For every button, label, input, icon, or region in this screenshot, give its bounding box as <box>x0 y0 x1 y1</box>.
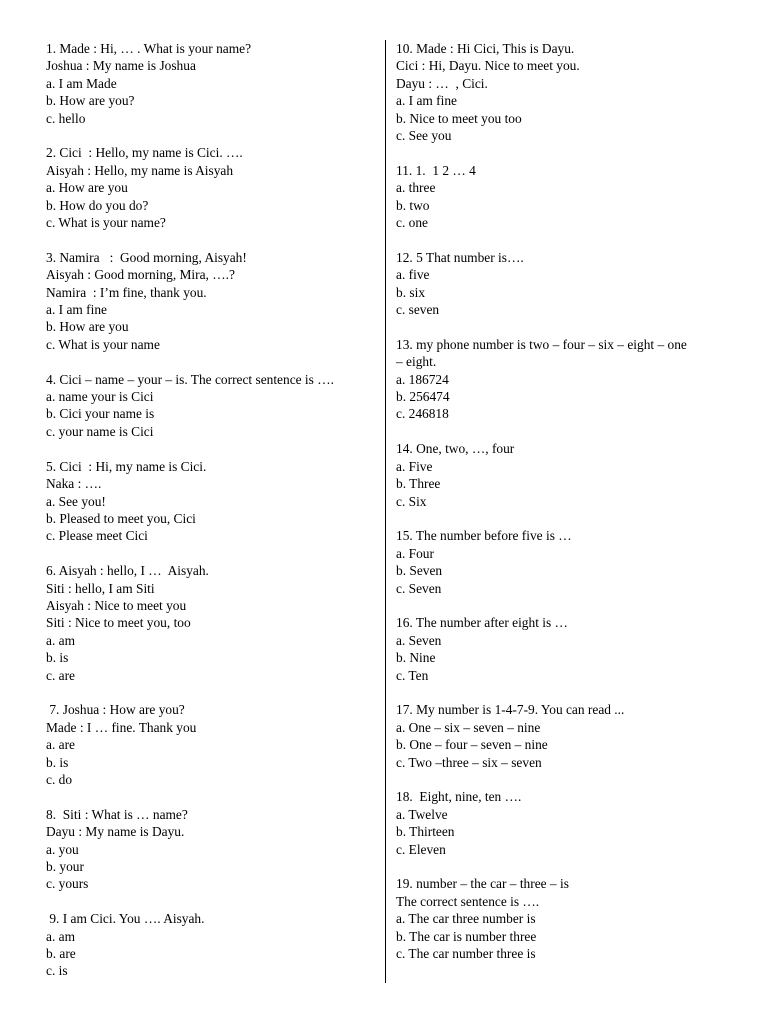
question-block <box>396 701 736 771</box>
question-block <box>46 562 378 684</box>
question-text: 12. 5 That number is…. <box>396 249 524 265</box>
question-block <box>396 527 736 597</box>
answer-option: c. See you <box>396 128 452 144</box>
question-text: Joshua : My name is Joshua <box>46 58 196 74</box>
answer-option: a. Seven <box>396 632 442 648</box>
answer-option: c. hello <box>46 110 86 126</box>
question-text: Siti : Nice to meet you, too <box>46 615 191 631</box>
answer-option: b. One – four – seven – nine <box>396 737 548 753</box>
question-text: 7. Joshua : How are you? <box>46 702 185 718</box>
question-text: 18. Eight, nine, ten …. <box>396 789 522 805</box>
question-block <box>46 806 378 893</box>
question-block <box>46 249 378 353</box>
answer-option: c. are <box>46 667 75 683</box>
question-text: 5. Cici : Hi, my name is Cici. <box>46 458 207 474</box>
answer-option: b. How do you do? <box>46 197 149 213</box>
answer-option: a. are <box>46 737 75 753</box>
answer-option: a. three <box>396 180 436 196</box>
answer-option: a. How are you <box>46 180 128 196</box>
answer-option: b. Thirteen <box>396 824 455 840</box>
question-text: – eight. <box>396 354 437 370</box>
answer-option: b. Seven <box>396 563 443 579</box>
answer-option: c. is <box>46 963 68 979</box>
answer-option: c. Please meet Cici <box>46 528 148 544</box>
answer-option: b. How are you <box>46 319 129 335</box>
answer-option: b. Nice to meet you too <box>396 110 522 126</box>
answer-option: c. yours <box>46 876 89 892</box>
question-block <box>396 249 736 319</box>
question-text: Made : I … fine. Thank you <box>46 719 197 735</box>
answer-option: c. What is your name? <box>46 215 166 231</box>
question-text: 1. Made : Hi, … . What is your name? <box>46 41 252 56</box>
question-block <box>396 40 736 144</box>
answer-option: a. I am fine <box>396 93 457 109</box>
answer-option: a. name your is Cici <box>46 389 154 405</box>
answer-option: b. Nine <box>396 650 436 666</box>
right-column <box>396 40 736 962</box>
question-text: 2. Cici : Hello, my name is Cici. …. <box>46 145 243 161</box>
answer-option: c. The car number three is <box>396 945 536 961</box>
question-text: 4. Cici – name – your – is. The correct sentence is …. <box>46 371 334 387</box>
question-text: Siti : hello, I am Siti <box>46 580 155 596</box>
question-text: Naka : …. <box>46 476 102 492</box>
question-block <box>396 162 736 232</box>
question-text: 19. number – the car – three – is <box>396 876 569 892</box>
question-text: 8. Siti : What is … name? <box>46 806 188 822</box>
question-block <box>46 371 378 441</box>
question-block <box>396 614 736 684</box>
answer-option: b. two <box>396 197 430 213</box>
question-block <box>396 788 736 858</box>
answer-option: b. Pleased to meet you, Cici <box>46 510 196 526</box>
answer-option: c. your name is Cici <box>46 423 154 439</box>
question-text: Namira : I’m fine, thank you. <box>46 284 207 300</box>
answer-option: a. am <box>46 928 75 944</box>
answer-option: a. am <box>46 632 75 648</box>
question-text: Dayu : My name is Dayu. <box>46 824 185 840</box>
question-text: Aisyah : Good morning, Mira, ….? <box>46 267 235 283</box>
answer-option: b. Cici your name is <box>46 406 155 422</box>
answer-option: a. Twelve <box>396 806 448 822</box>
answer-option: a. See you! <box>46 493 106 509</box>
answer-option: c. Seven <box>396 580 442 596</box>
question-text: 11. 1. 1 2 … 4 <box>396 162 476 178</box>
answer-option: a. 186724 <box>396 371 449 387</box>
question-text: 3. Namira : Good morning, Aisyah! <box>46 249 247 265</box>
question-text: 17. My number is 1-4-7-9. You can read ... <box>396 702 625 718</box>
question-text: 15. The number before five is … <box>396 528 572 544</box>
question-text: Dayu : … , Cici. <box>396 75 488 91</box>
answer-option: b. are <box>46 946 76 961</box>
question-block <box>46 701 378 788</box>
answer-option: a. five <box>396 267 430 283</box>
question-text: 6. Aisyah : hello, I … Aisyah. <box>46 563 209 579</box>
question-text: Aisyah : Hello, my name is Aisyah <box>46 162 234 178</box>
answer-option: c. What is your name <box>46 336 160 352</box>
answer-option: c. Ten <box>396 667 429 683</box>
question-block <box>396 440 736 510</box>
answer-option: b. your <box>46 858 84 874</box>
question-block <box>46 40 378 127</box>
column-divider <box>385 40 386 983</box>
answer-option: c. Eleven <box>396 841 446 857</box>
answer-option: c. one <box>396 215 428 231</box>
answer-option: b. Three <box>396 476 441 492</box>
answer-option: c. Six <box>396 493 427 509</box>
question-block <box>396 875 736 962</box>
question-text: 16. The number after eight is … <box>396 615 568 631</box>
answer-option: a. The car three number is <box>396 911 536 927</box>
answer-option: a. Four <box>396 545 434 561</box>
answer-option: b. The car is number three <box>396 928 537 944</box>
question-block <box>46 144 378 231</box>
answer-option: a. One – six – seven – nine <box>396 719 541 735</box>
answer-option: b. 256474 <box>396 389 450 405</box>
question-block <box>46 458 378 545</box>
answer-option: b. six <box>396 284 426 300</box>
answer-option: a. I am fine <box>46 302 107 318</box>
answer-option: b. is <box>46 754 69 770</box>
question-block <box>46 910 378 980</box>
question-text: 13. my phone number is two – four – six – eight – one <box>396 336 687 352</box>
question-text: 9. I am Cici. You …. Aisyah. <box>46 911 205 927</box>
answer-option: b. How are you? <box>46 93 135 109</box>
answer-option: b. is <box>46 650 69 666</box>
answer-option: a. I am Made <box>46 75 117 91</box>
answer-option: c. do <box>46 771 73 787</box>
question-text: 10. Made : Hi Cici, This is Dayu. <box>396 41 575 56</box>
question-text: Aisyah : Nice to meet you <box>46 597 187 613</box>
question-text: 14. One, two, …, four <box>396 441 515 457</box>
answer-option: a. Five <box>396 458 433 474</box>
question-text: Cici : Hi, Dayu. Nice to meet you. <box>396 58 580 74</box>
answer-option: a. you <box>46 841 79 857</box>
answer-option: c. Two –three – six – seven <box>396 754 542 770</box>
question-text: The correct sentence is …. <box>396 893 540 909</box>
answer-option: c. seven <box>396 302 440 318</box>
left-column <box>46 40 378 980</box>
question-block <box>396 336 736 423</box>
answer-option: c. 246818 <box>396 406 449 422</box>
